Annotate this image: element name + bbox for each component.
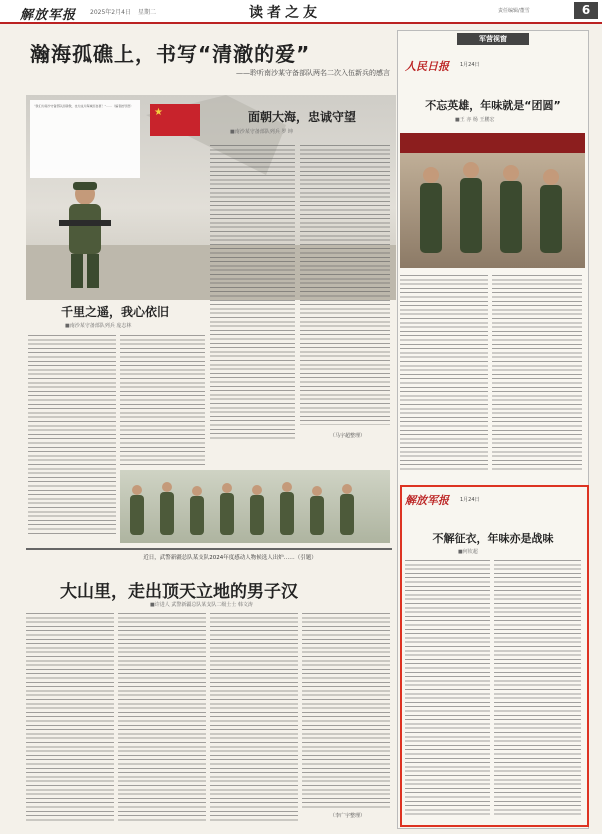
right-article2-byline: ■何钦超 <box>458 549 478 555</box>
flag-icon <box>150 104 200 136</box>
article2-body-col2 <box>120 335 205 465</box>
bottom-headline: 大山里，走出顶天立地的男子汉 <box>60 582 298 602</box>
star-icon: ★ <box>154 107 163 118</box>
editor-credit: 责任编辑/董雪 <box>498 8 530 14</box>
soldier-figure <box>55 180 115 290</box>
section-title: 读者之友 <box>249 5 321 21</box>
right-article2-title: 不解征衣，年味亦是战味 <box>432 532 554 545</box>
main-subtitle: ——聆听南沙某守备部队两名二次入伍新兵的感言 <box>236 69 390 77</box>
bottom-body-col2 <box>118 613 206 823</box>
bottom-body-col4 <box>302 613 390 808</box>
right-article2-body-col2 <box>494 560 581 818</box>
bottom-byline: ■许进人 武警新疆总队某支队二级士士 韩文涛 <box>150 602 253 608</box>
page-number-badge: 6 <box>574 2 598 19</box>
essay-body-col2 <box>300 145 390 425</box>
section-divider <box>26 548 392 550</box>
right-article1-body-col1 <box>400 275 488 470</box>
weekday: 星期二 <box>138 9 157 16</box>
right-article2-body-col1 <box>405 560 490 818</box>
essay-title: 面朝大海，忠诚守望 <box>247 110 356 124</box>
jfjb-logo: 解放军报 <box>405 494 449 507</box>
rmrb-date: 1月24日 <box>460 62 480 68</box>
essay-signoff: （马宇超整理） <box>330 433 366 439</box>
group-training-photo <box>120 470 390 543</box>
issue-date: 2025年2月4日 <box>90 9 131 16</box>
jfjb-date: 1月24日 <box>460 497 480 503</box>
main-headline: 瀚海孤礁上，书写“清澈的爱” <box>30 42 311 66</box>
band-photo-illustration <box>400 133 585 268</box>
bottom-body-col3 <box>210 613 298 823</box>
bottom-body-col1 <box>26 613 114 823</box>
bottom-signoff: （李广宇整理） <box>330 813 366 819</box>
right-article1-byline: ■王 亦 杨 王鹏宏 <box>455 117 495 123</box>
essay-byline: ■南沙某守备部队列兵 罗 坤 <box>230 129 293 135</box>
article2-title: 千里之遥，我心依旧 <box>60 305 169 319</box>
newspaper-logo: 解放军报 <box>20 8 77 23</box>
band-performance-photo <box>400 133 585 268</box>
article2-body-col1 <box>28 335 116 535</box>
article2-byline: ■南沙某守备部队列兵 庞志林 <box>65 323 132 329</box>
column-tag: 军营视窗 <box>457 33 529 45</box>
intro-text: “我们为南沙守备部队而骄傲，也为这片海域而自豪！”……（编者按导语） <box>34 104 134 108</box>
right-article1-body-col2 <box>492 275 582 470</box>
group-photo-illustration <box>120 470 390 543</box>
essay-body-col1 <box>210 145 295 440</box>
right-article1-title: 不忘英雄，年味就是“团圆” <box>425 99 561 112</box>
bottom-kicker: 近日，武警新疆总队某支队2024年度感动人物候选人出炉……（引题） <box>143 555 317 561</box>
rmrb-logo: 人民日报 <box>405 60 449 73</box>
